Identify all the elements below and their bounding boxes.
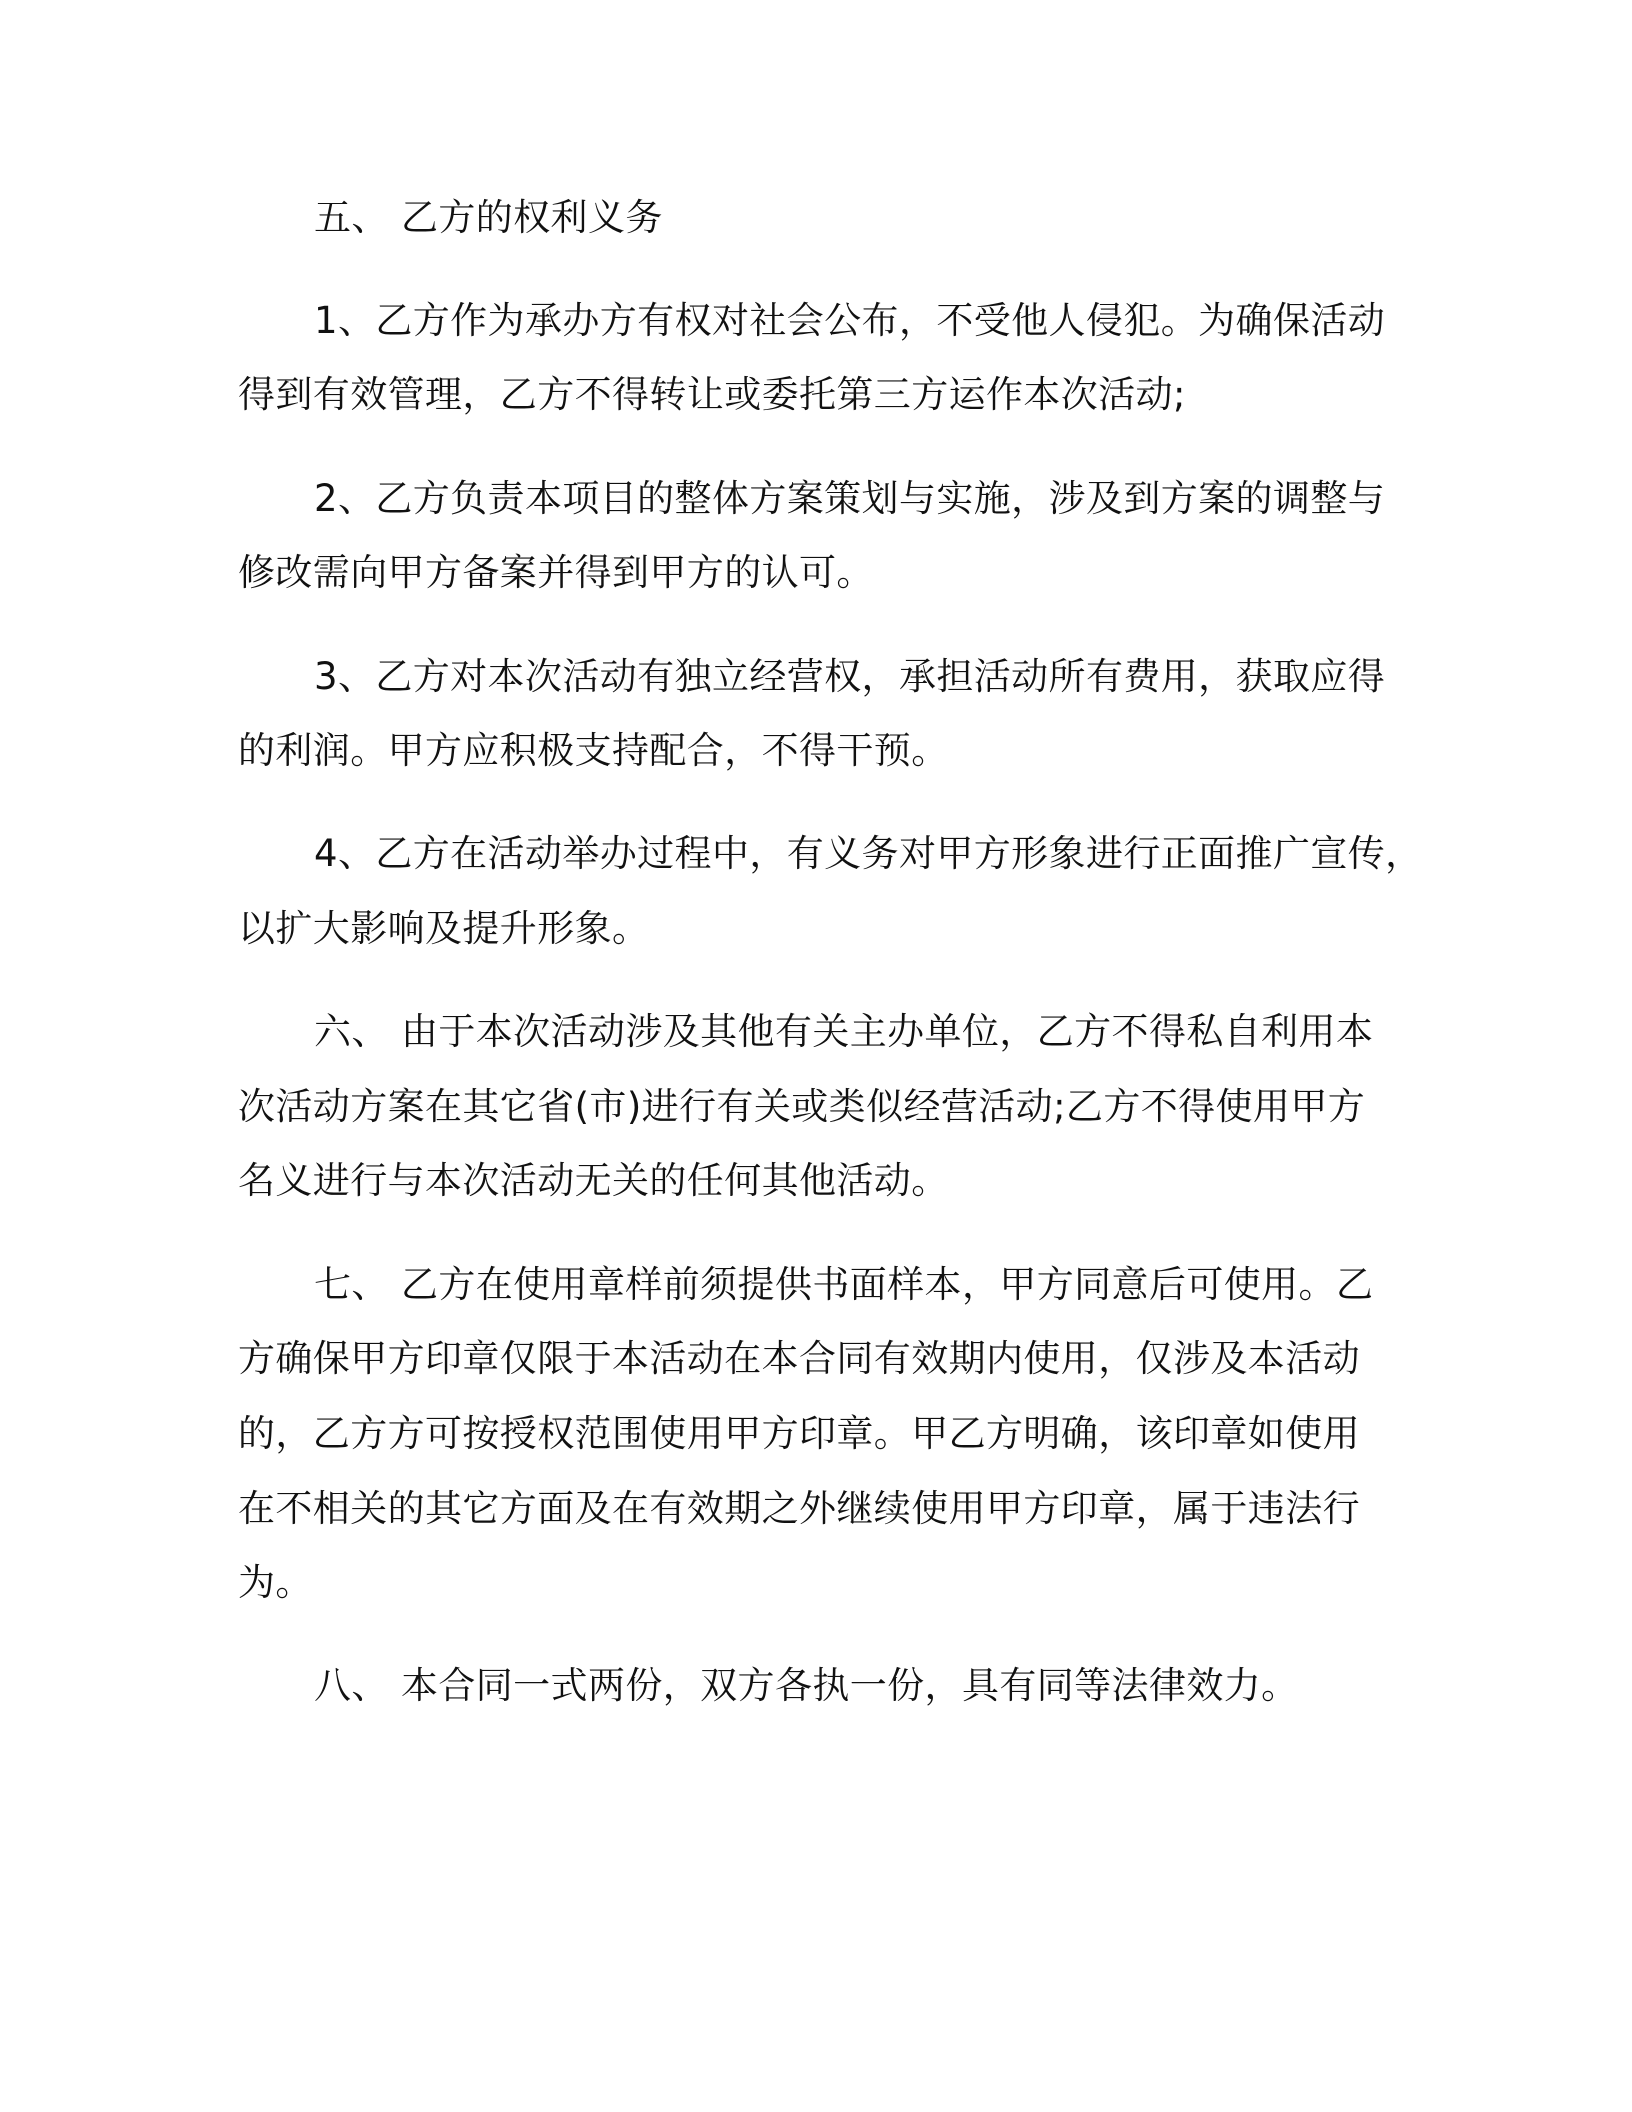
paragraph-line: 2、乙方负责本项目的整体方案策划与实施，涉及到方案的调整与: [314, 477, 1386, 520]
paragraph-line: 名义进行与本次活动无关的任何其他活动。: [238, 1159, 949, 1202]
section-paragraph-6: 六、 由于本次活动涉及其他有关主办单位，乙方不得私自利用本: [314, 1010, 1374, 1053]
section-paragraph-7: 七、 乙方在使用章样前须提供书面样本，甲方同意后可使用。乙: [314, 1263, 1374, 1306]
paragraph-line: 3、乙方对本次活动有独立经营权，承担活动所有费用，获取应得: [314, 655, 1386, 698]
paragraph-line: 在不相关的其它方面及在有效期之外继续使用甲方印章，属于违法行: [238, 1487, 1360, 1530]
paragraph-line: 修改需向甲方备案并得到甲方的认可。: [238, 551, 874, 594]
paragraph-line: 以扩大影响及提升形象。: [238, 907, 650, 950]
paragraph-line: 得到有效管理，乙方不得转让或委托第三方运作本次活动;: [238, 373, 1186, 416]
paragraph-line: 为。: [238, 1561, 313, 1604]
section-heading-5: 五、 乙方的权利义务: [314, 196, 663, 239]
paragraph-line: 的利润。甲方应积极支持配合，不得干预。: [238, 729, 949, 772]
paragraph-line: 方确保甲方印章仅限于本活动在本合同有效期内使用，仅涉及本活动: [238, 1337, 1360, 1380]
section-paragraph-8: 八、 本合同一式两份，双方各执一份，具有同等法律效力。: [314, 1664, 1299, 1707]
paragraph-line: 次活动方案在其它省(市)进行有关或类似经营活动;乙方不得使用甲方: [238, 1085, 1366, 1128]
paragraph-line: 4、乙方在活动举办过程中，有义务对甲方形象进行正面推广宣传，: [314, 832, 1423, 875]
paragraph-line: 的，乙方方可按授权范围使用甲方印章。甲乙方明确，该印章如使用: [238, 1412, 1360, 1455]
paragraph-line: 1、乙方作为承办方有权对社会公布，不受他人侵犯。为确保活动: [314, 299, 1386, 342]
